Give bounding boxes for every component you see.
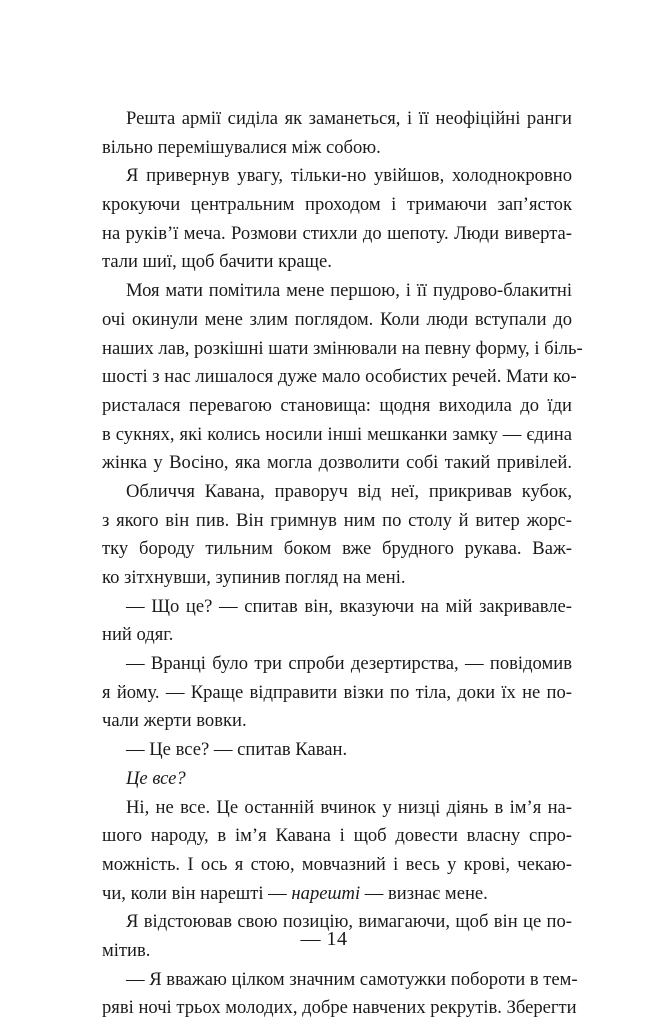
dialogue-line: — Що це? — спитав він, вказуючи на мій закривавле- (126, 595, 572, 617)
dialogue-line: — Я вважаю цілком значним самотужки побороти в тем- (126, 968, 578, 990)
text-line: ко зітхнувши, зупинив погляд на мені. (102, 567, 406, 588)
text-line (102, 880, 572, 909)
text-line: мітив. (102, 939, 151, 961)
text-line: Ні, не все. Це останній вчинок у низці діянь в ім’я на- (126, 796, 572, 818)
text-line: шого народу, в ім’я Кавана і щоб довести власну спро- (102, 825, 572, 847)
text-line: Решта армії сиділа як заманеться, і її неофіційні ранги (126, 108, 572, 129)
text-line: Я відстоював свою позицію, вимагаючи, щоб він це по- (126, 911, 572, 933)
text-line: шості з нас лишалося дуже мало особистих речей. Мати ко- (102, 366, 577, 388)
dialogue-line: чали жерти вовки. (102, 710, 247, 732)
text-line: з якого він пив. Він гримнув ним по столу й витер жорс- (102, 509, 572, 531)
dialogue-line: ряві ночі трьох молодих, добре навчених рекрутів. Зберегти (102, 997, 577, 1019)
text-line: на руків’ї меча. Розмови стихли до шепоту. Люди виверта- (102, 222, 572, 244)
text-line: Я привернув увагу, тільки-но увійшов, холоднокровно (126, 165, 572, 187)
text-line: очі окинули мене злим поглядом. Коли люди вступали до (102, 308, 572, 330)
italic-word: нарешті (291, 882, 361, 904)
dialogue-line: ний одяг. (102, 624, 174, 646)
text-line: наших лав, розкішні шати змінювали на певну форму, і біль- (102, 337, 583, 359)
text-line: в сукнях, які колись носили інші мешканки замку — єдина (102, 423, 572, 445)
text-line: Обличчя Кавана, праворуч від неї, прикривав кубок, (126, 480, 572, 502)
page-number: — 14 (300, 928, 348, 950)
dialogue-line: — Вранці було три спроби дезертирства, — повідомив (126, 653, 572, 675)
italic-thought: Це все? (126, 767, 186, 789)
text-line: крокуючи центральним проходом і тримаючи зап’ясток (102, 194, 572, 216)
text-line: жінка у Восіно, яка могла дозволити собі такий привілей. (102, 452, 572, 474)
dialogue-line: — Це все? — спитав Каван. (126, 739, 348, 761)
text-line: тку бороду тильним боком вже брудного рукава. Важ- (102, 538, 572, 560)
text-line: можність. І ось я стою, мовчазний і весь у крові, чекаю- (102, 853, 572, 875)
text-fragment: чи, коли він нарешті — (102, 882, 292, 904)
body-text (102, 105, 583, 1023)
dialogue-line: я йому. — Краще відправити візки по тіла, доки їх не по- (102, 681, 572, 703)
text-line: ристалася перевагою становища: щодня виходила до їди (102, 394, 572, 416)
text-line: Моя мати помітила мене першою, і її пудрово-блакитні (126, 280, 572, 302)
text-line: вільно перемішувалися між собою. (102, 136, 381, 158)
text-fragment: — визнає мене. (360, 882, 488, 904)
text-line: тали шиї, щоб бачити краще. (102, 251, 332, 273)
